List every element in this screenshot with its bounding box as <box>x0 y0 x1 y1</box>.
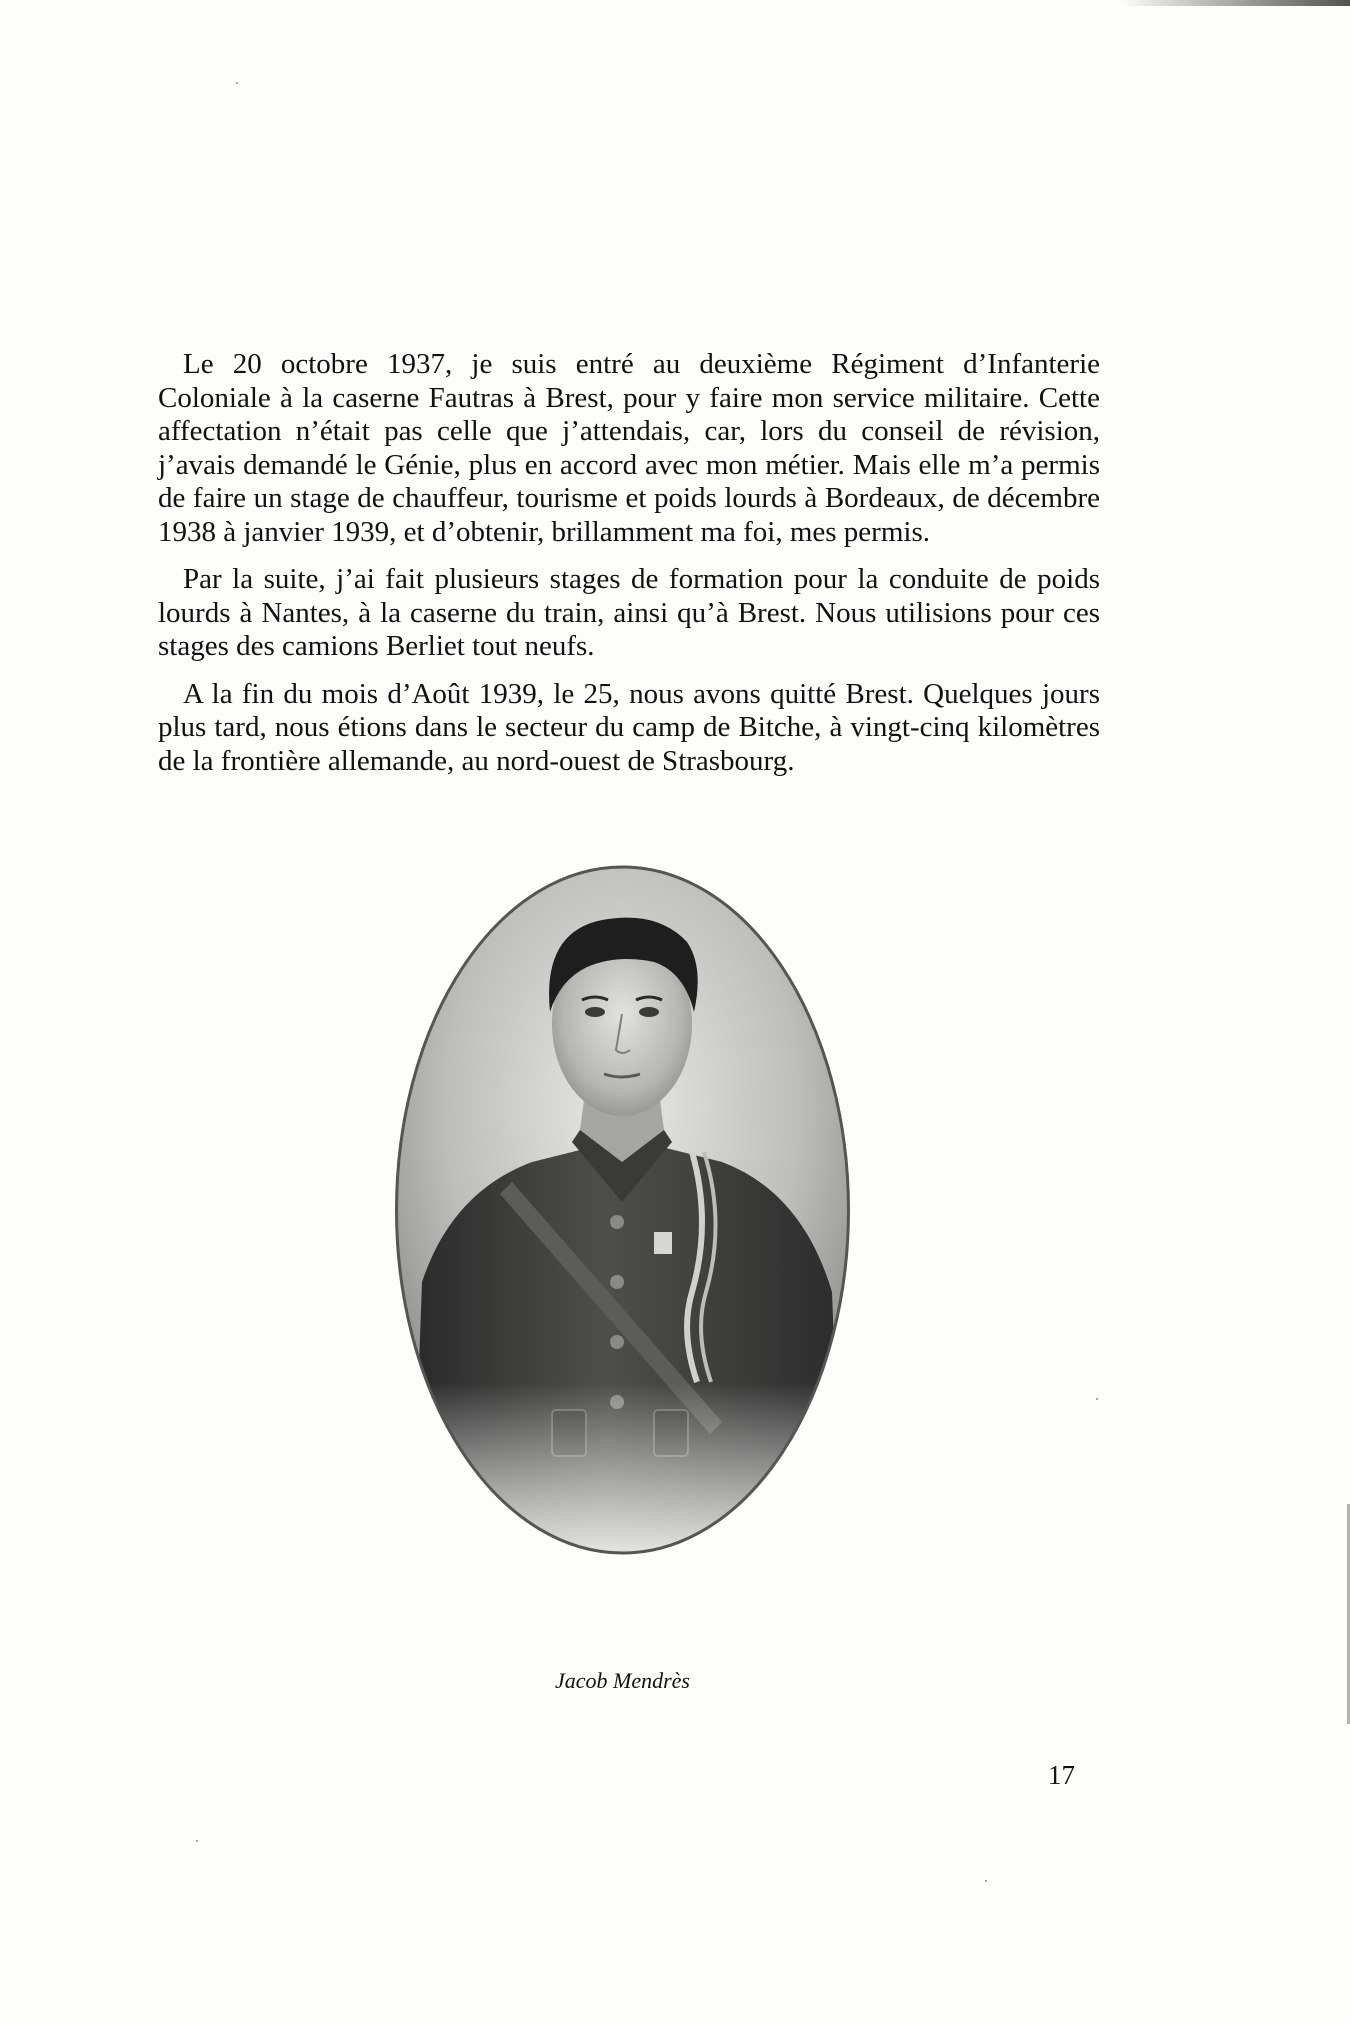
portrait-photo <box>392 862 853 1558</box>
paragraph-2: Par la suite, j’ai fait plusieurs stages de formation pour la conduite de poids lourds à Nantes, à la caserne du train, ainsi qu’à Brest. Nous utilisions pour ces stages des camions Berliet tout neufs. <box>158 563 1100 662</box>
photo-caption: Jacob Mendrès <box>554 1668 690 1693</box>
body-text <box>158 348 1100 792</box>
page-number: 17 <box>1048 1760 1075 1790</box>
paragraph-1: Le 20 octobre 1937, je suis entré au deuxième Régiment d’Infanterie Coloniale à la caserne Fautras à Brest, pour y faire mon service militaire. Cette affectation n’était pas celle que j’attendais, car, lors du conseil de révision, j’avais demandé le Génie, plus en accord avec mon métier. Mais elle m’a permis de faire un stage de chauffeur, tourisme et poids lourds à Bordeaux, de décembre 1938 à janvier 1939, et d’obtenir, brillamment ma foi, mes permis. <box>158 348 1100 548</box>
scan-speck <box>236 82 238 84</box>
scan-speck <box>196 1840 198 1842</box>
paragraph-3: A la fin du mois d’Août 1939, le 25, nous avons quitté Brest. Quelques jours plus tard, nous étions dans le secteur du camp de Bitche, à vingt-cinq kilomètres de la frontière allemande, au nord-ouest de Strasbourg. <box>158 677 1100 777</box>
scan-speck <box>1096 1398 1098 1400</box>
scan-edge-top <box>1120 0 1350 6</box>
scan-speck <box>985 1880 987 1882</box>
